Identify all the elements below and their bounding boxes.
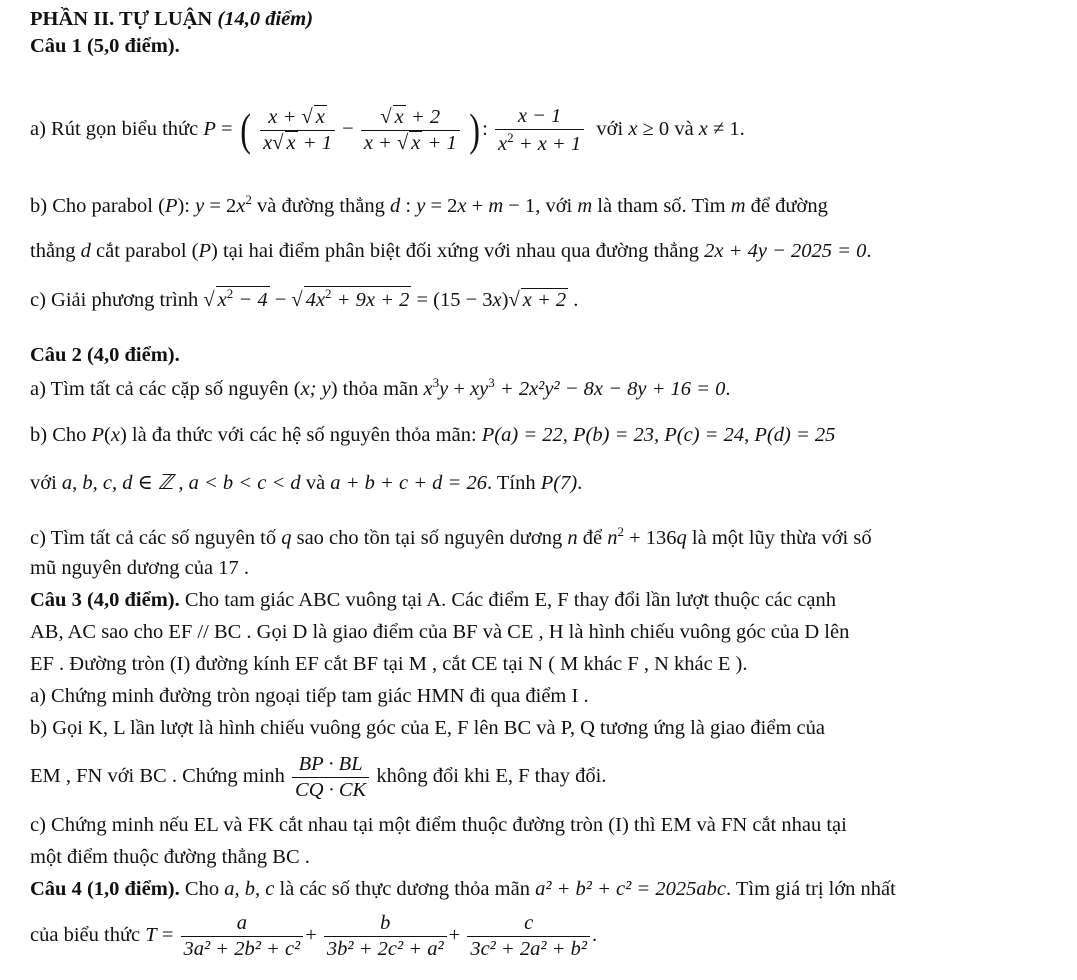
ratio-fraction: $\frac{BP \cdot BL}{CQ \cdot CK}$ xyxy=(292,752,369,802)
q1-part-b-line2: thẳng d cắt parabol (P) tại hai điểm phân biệt đối xứng với nhau qua đường thẳng 2x + 4y − 2025 = 0. xyxy=(30,240,872,262)
q2-part-c-line1: c) Tìm tất cả các số nguyên tố q sao cho tồn tại số nguyên dương n để $n^2 + 136q$ là một lũy thừa với số xyxy=(30,524,872,549)
q2-title: Câu 2 (4,0 điểm). xyxy=(30,344,180,366)
part-points: (14,0 điểm) xyxy=(217,8,314,30)
q2-part-b-line1: b) Cho P(x) là đa thức với các hệ số nguyên thỏa mãn: P(a) = 22, P(b) = 23, P(c) = 24, P(d) = 25 xyxy=(30,424,836,446)
q2-part-a: a) Tìm tất cả các cặp số nguyên (x; y) thỏa mãn $x^3y + xy^3 + 2x^2y^2 - 8x - 8y + 16 = 0$. xyxy=(30,375,731,400)
q3-part-b-line1: b) Gọi K, L lần lượt là hình chiếu vuông góc của E, F lên BC và P, Q tương ứng là giao điểm của xyxy=(30,717,825,739)
fraction-2: $\frac{√ x + 2}{x + √ x + 1}$ xyxy=(361,105,460,155)
q3-part-c-line2: một điểm thuộc đường thẳng BC . xyxy=(30,846,310,868)
q1-title: Câu 1 (5,0 điểm). xyxy=(30,35,180,57)
t-fraction-2: $\frac{b}{\text{3b² + 2c² + a²}}$ xyxy=(324,911,447,961)
q3-part-a: a) Chứng minh đường tròn ngoại tiếp tam giác HMN đi qua điểm I . xyxy=(30,685,589,707)
q4-line1: Câu 4 (1,0 điểm). Cho a, b, c là các số thực dương thỏa mãn a² + b² + c² = 2025abc. Tìm giá trị lớn nhất xyxy=(30,878,896,900)
t-fraction-3: $\frac{c}{\text{3c² + 2a² + b²}}$ xyxy=(467,911,590,961)
q1-part-b-line1: b) Cho parabol (P): $y = 2x^2$ và đường thẳng d : y = 2x + m − 1, với m là tham số. Tìm m để đường xyxy=(30,192,828,217)
q1-part-a: a) Rút gọn biểu thức P = ( $\frac{x + √ x}{x√ x + 1}$ − $\frac{√ x + 2}{x + √ x + 1}$ ) : $\frac{x - 1}{x^2 + x + 1}$ với x ≥ 0 và x ≠ 1. xyxy=(30,104,745,156)
q3-part-b-line2: EM , FN với BC . Chứng minh $\frac{BP \cdot BL}{CQ \cdot CK}$ không đổi khi E, F thay đổi. xyxy=(30,753,607,801)
q2-part-b-line2: với a, b, c, d ∈ ℤ , a < b < c < d và a + b + c + d = 26. Tính P(7). xyxy=(30,472,583,494)
t-fraction-1: $\frac{a}{\text{3a² + 2b² + c²}}$ xyxy=(181,911,304,961)
q3-line1: Câu 3 (4,0 điểm). Cho tam giác ABC vuông tại A. Các điểm E, F thay đổi lần lượt thuộc các cạnh xyxy=(30,589,836,611)
fraction-1: $\frac{x + √ x}{x√ x + 1}$ xyxy=(260,105,335,155)
q2-part-c-line2: mũ nguyên dương của 17 . xyxy=(30,557,249,579)
q3-line2: AB, AC sao cho EF // BC . Gọi D là giao điểm của BF và CE , H là hình chiếu vuông góc của D lên xyxy=(30,621,850,643)
q4-line2: của biểu thức T = $\frac{a}{\text{3a² + 2b² + c²}}$ + $\frac{b}{\text{3b² + 2c² + a²}}$ + $\frac{c}{\text{3c² + 2a² + b²}}$ . xyxy=(30,912,598,960)
fraction-3: $\frac{x - 1}{x^2 + x + 1}$ xyxy=(495,104,584,156)
q3-part-c-line1: c) Chứng minh nếu EL và FK cắt nhau tại một điểm thuộc đường tròn (I) thì EM và FN cắt nhau tại xyxy=(30,814,847,836)
q1-part-c: c) Giải phương trình √ $x^2 - 4$ − √ $4x^2 + 9x + 2 = (15 - 3x)√$ x + 2 . xyxy=(30,286,579,311)
q3-line3: EF . Đường tròn (I) đường kính EF cắt BF tại M , cắt CE tại N ( M khác F , N khác E ). xyxy=(30,653,748,675)
part-title: PHẦN II. TỰ LUẬN (14,0 điểm) xyxy=(30,8,314,30)
